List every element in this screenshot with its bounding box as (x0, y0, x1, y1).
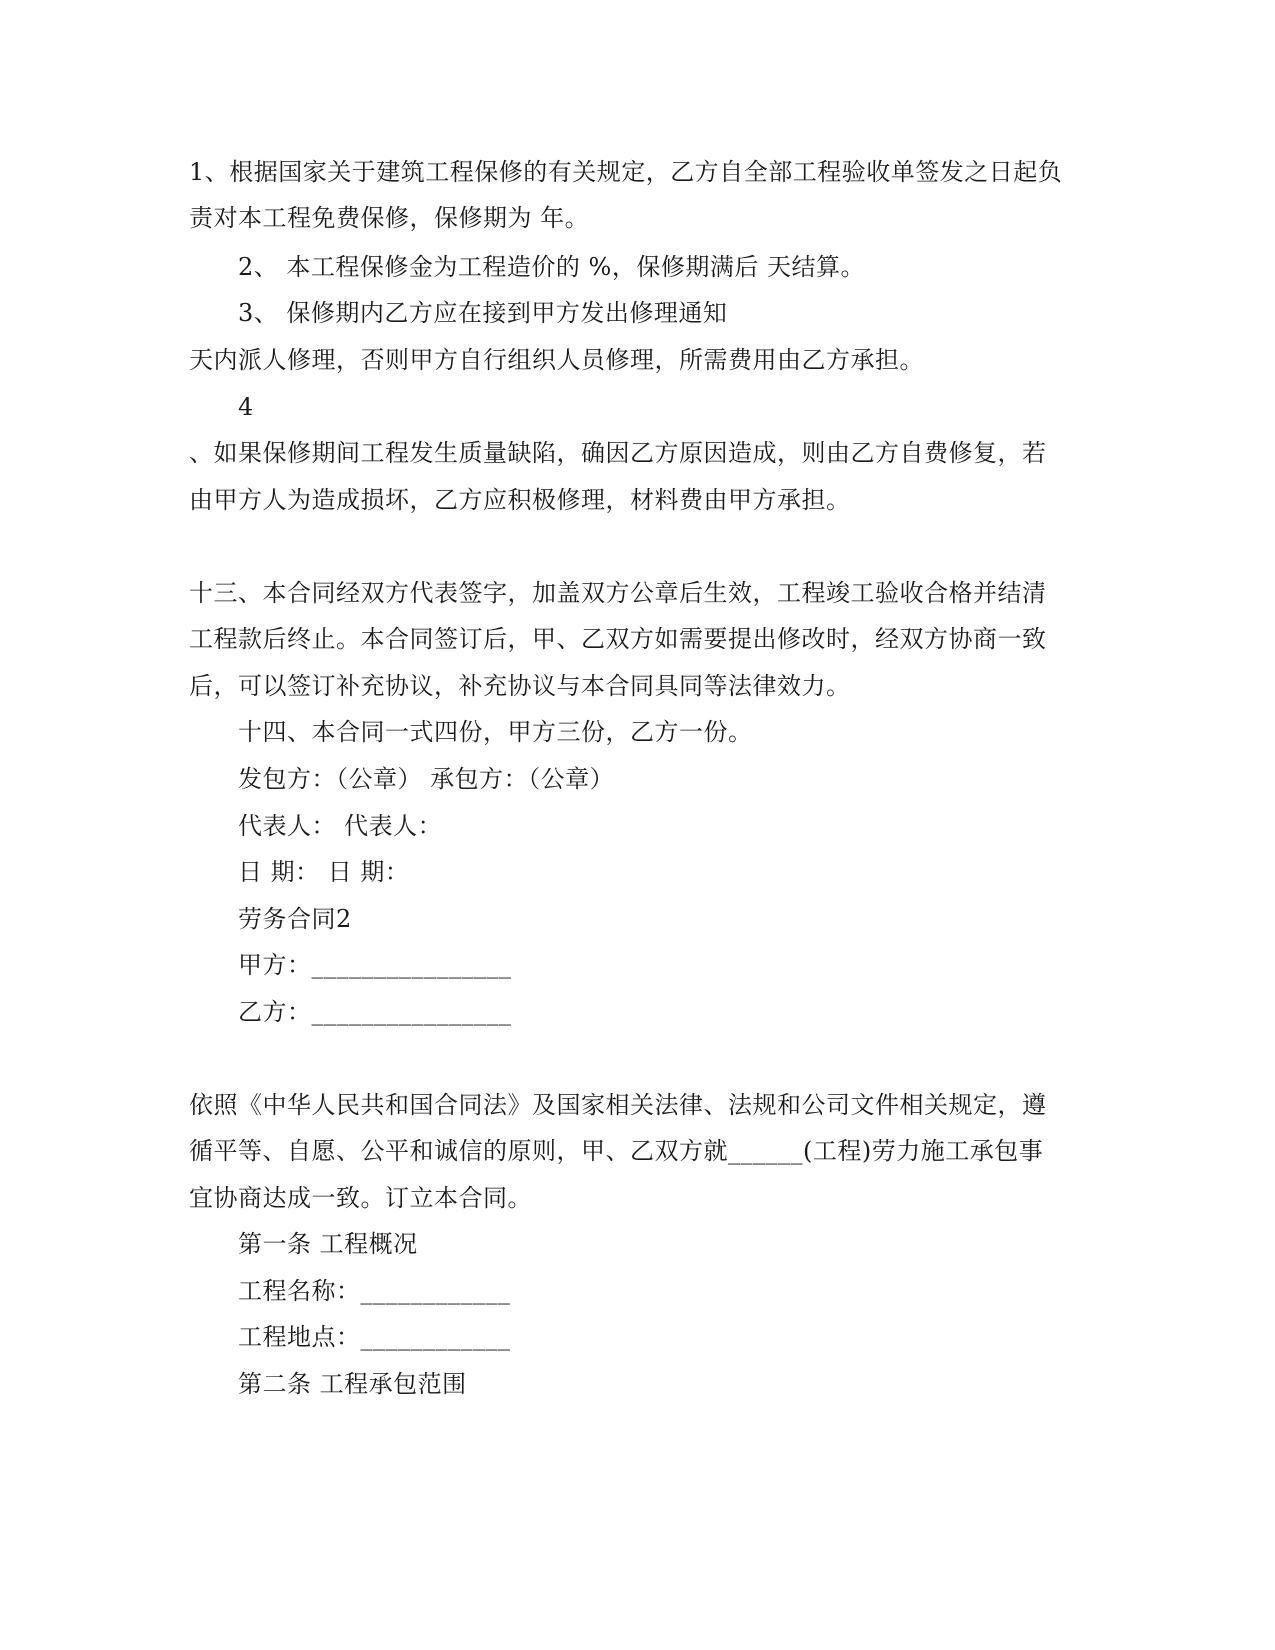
clause-thirteen-line1: 十三、本合同经双方代表签字，加盖双方公章后生效，工程竣工验收合格并结清 (189, 579, 1047, 607)
article-two-heading: 第二条 工程承包范围 (238, 1370, 467, 1398)
preamble-line3: 宜协商达成一致。订立本合同。 (189, 1184, 532, 1212)
clause-thirteen-line3: 后，可以签订补充协议，补充协议与本合同具同等法律效力。 (189, 672, 851, 700)
signature-representatives: 代表人： 代表人： (238, 812, 443, 840)
project-name-field: 工程名称：____________ (238, 1277, 511, 1305)
clause-warranty-1-line2: 责对本工程免费保修，保修期为 年。 (189, 204, 590, 232)
clause-warranty-3-line2: 天内派人修理，否则甲方自行组织人员修理，所需费用由乙方承担。 (189, 346, 924, 374)
clause-warranty-2: 2、 本工程保修金为工程造价的 %，保修期满后 天结算。 (238, 253, 865, 281)
contract-2-title: 劳务合同2 (238, 905, 352, 933)
preamble-line2: 循平等、自愿、公平和诚信的原则，甲、乙双方就______(工程)劳力施工承包事 (189, 1137, 1044, 1165)
clause-warranty-4-line2: 由甲方人为造成损坏，乙方应积极修理，材料费由甲方承担。 (189, 486, 851, 514)
article-one-heading: 第一条 工程概况 (238, 1230, 418, 1258)
clause-warranty-4-number: 4 (238, 393, 254, 421)
clause-thirteen-line2: 工程款后终止。本合同签订后，甲、乙双方如需要提出修改时，经双方协商一致 (189, 625, 1047, 653)
party-b-line: 乙方：________________ (238, 998, 512, 1026)
signature-party-seals: 发包方：（公章） 承包方：（公章） (238, 765, 615, 793)
signature-dates: 日 期： 日 期： (238, 858, 410, 886)
project-location-field: 工程地点：____________ (238, 1323, 511, 1351)
clause-fourteen: 十四、本合同一式四份，甲方三份，乙方一份。 (238, 718, 753, 746)
clause-warranty-3-line1: 3、 保修期内乙方应在接到甲方发出修理通知 (238, 299, 728, 327)
clause-warranty-1-line1: 1、根据国家关于建筑工程保修的有关规定，乙方自全部工程验收单签发之日起负 (189, 158, 1063, 186)
preamble-line1: 依照《中华人民共和国合同法》及国家相关法律、法规和公司文件相关规定，遵 (189, 1091, 1047, 1119)
party-a-line: 甲方：________________ (238, 951, 512, 979)
clause-warranty-4-line1: 、如果保修期间工程发生质量缺陷，确因乙方原因造成，则由乙方自费修复，若 (189, 439, 1047, 467)
